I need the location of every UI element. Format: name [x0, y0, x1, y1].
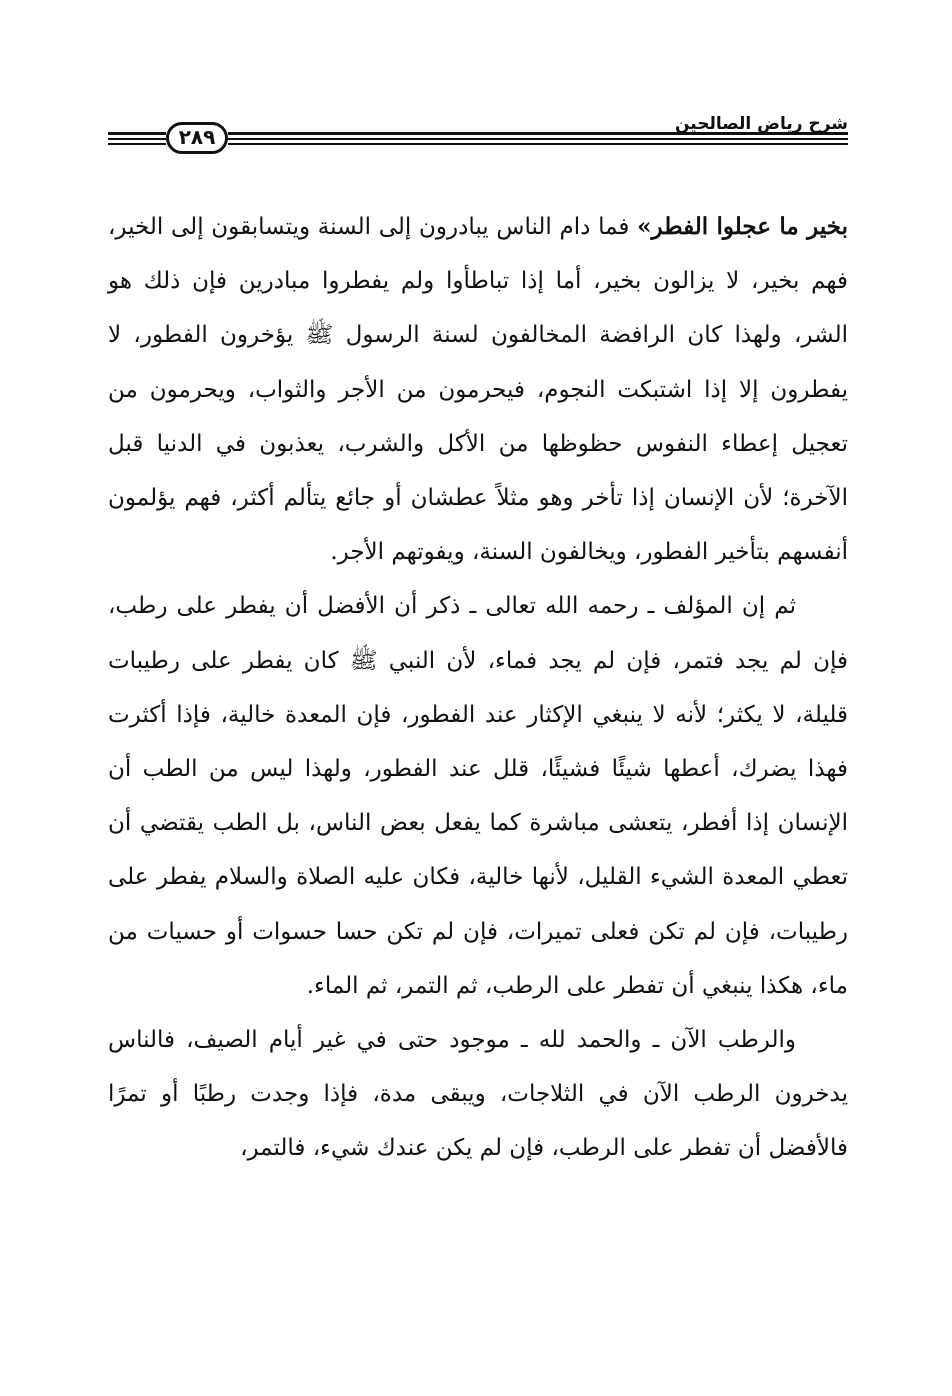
paragraph-text: ثم إن المؤلف ـ رحمه الله تعالى ـ ذكر أن الأفضل أن يفطر على رطب، فإن لم يجد فتمر، فإن لم يجد فماء، لأن النبي ﷺ كان يفطر على رطيبات قليلة، لا يكثر؛ لأنه لا ينبغي الإكثار عند الفطور، فإن المعدة خالية، فإذا أكثرت فهذا يضرك، أعطها شيئًا فشيئًا، قلل عند الفطور، ولهذا ليس من الطب أن الإنسان إذا أفطر، يتعشى مباشرة كما يفعل بعض الناس، بل الطب يقتضي أن تعطي المعدة الشيء القليل، لأنها خالية، فكان عليه الصلاة والسلام يفطر على رطيبات، فإن لم تكن فعلى تميرات، فإن لم تكن حسا حسوات أو حسيات من ماء، هكذا ينبغي أن تفطر على الرطب، ثم التمر، ثم الماء.	[108, 593, 848, 999]
paragraph-2	[108, 579, 848, 1013]
hadith-quote-bold: بخير ما عجلوا الفطر»	[637, 213, 849, 240]
page-number: ٢٨٩	[166, 122, 228, 154]
page-header	[108, 108, 848, 158]
header-rule	[228, 143, 848, 145]
body-text	[108, 200, 848, 1176]
paragraph-text: فما دام الناس يبادرون إلى السنة ويتسابقون إلى الخير، فهم بخير، لا يزالون بخير، أما إذا تباطأوا ولم يفطروا مبادرين فإن ذلك هو الشر، ولهذا كان الرافضة المخالفون لسنة الرسول ﷺ يؤخرون الفطور، لا يفطرون إلا إذا اشتبكت النجوم، فيحرمون من الأجر والثواب، ويحرمون من تعجيل إعطاء النفوس حظوظها من الأكل والشرب، يعذبون في الدنيا قبل الآخرة؛ لأن الإنسان إذا تأخر وهو مثلاً عطشان أو جائع يتألم أكثر، فهم يؤلمون أنفسهم بتأخير الفطور، ويخالفون السنة، ويفوتهم الأجر.	[108, 214, 848, 566]
paragraph-1	[108, 200, 848, 579]
paragraph-3	[108, 1013, 848, 1176]
header-rule	[228, 138, 848, 140]
paragraph-text: والرطب الآن ـ والحمد لله ـ موجود حتى في غير أيام الصيف، فالناس يدخرون الرطب الآن في الثلاجات، ويبقى مدة، فإذا وجدت رطبًا أو تمرًا فالأفضل أن تفطر على الرطب، فإن لم يكن عندك شيء، فالتمر،	[108, 1027, 848, 1162]
header-rule	[108, 132, 166, 135]
header-rule	[108, 138, 166, 140]
book-title: شرح رياض الصالحين	[674, 114, 848, 134]
header-rule	[108, 143, 166, 145]
